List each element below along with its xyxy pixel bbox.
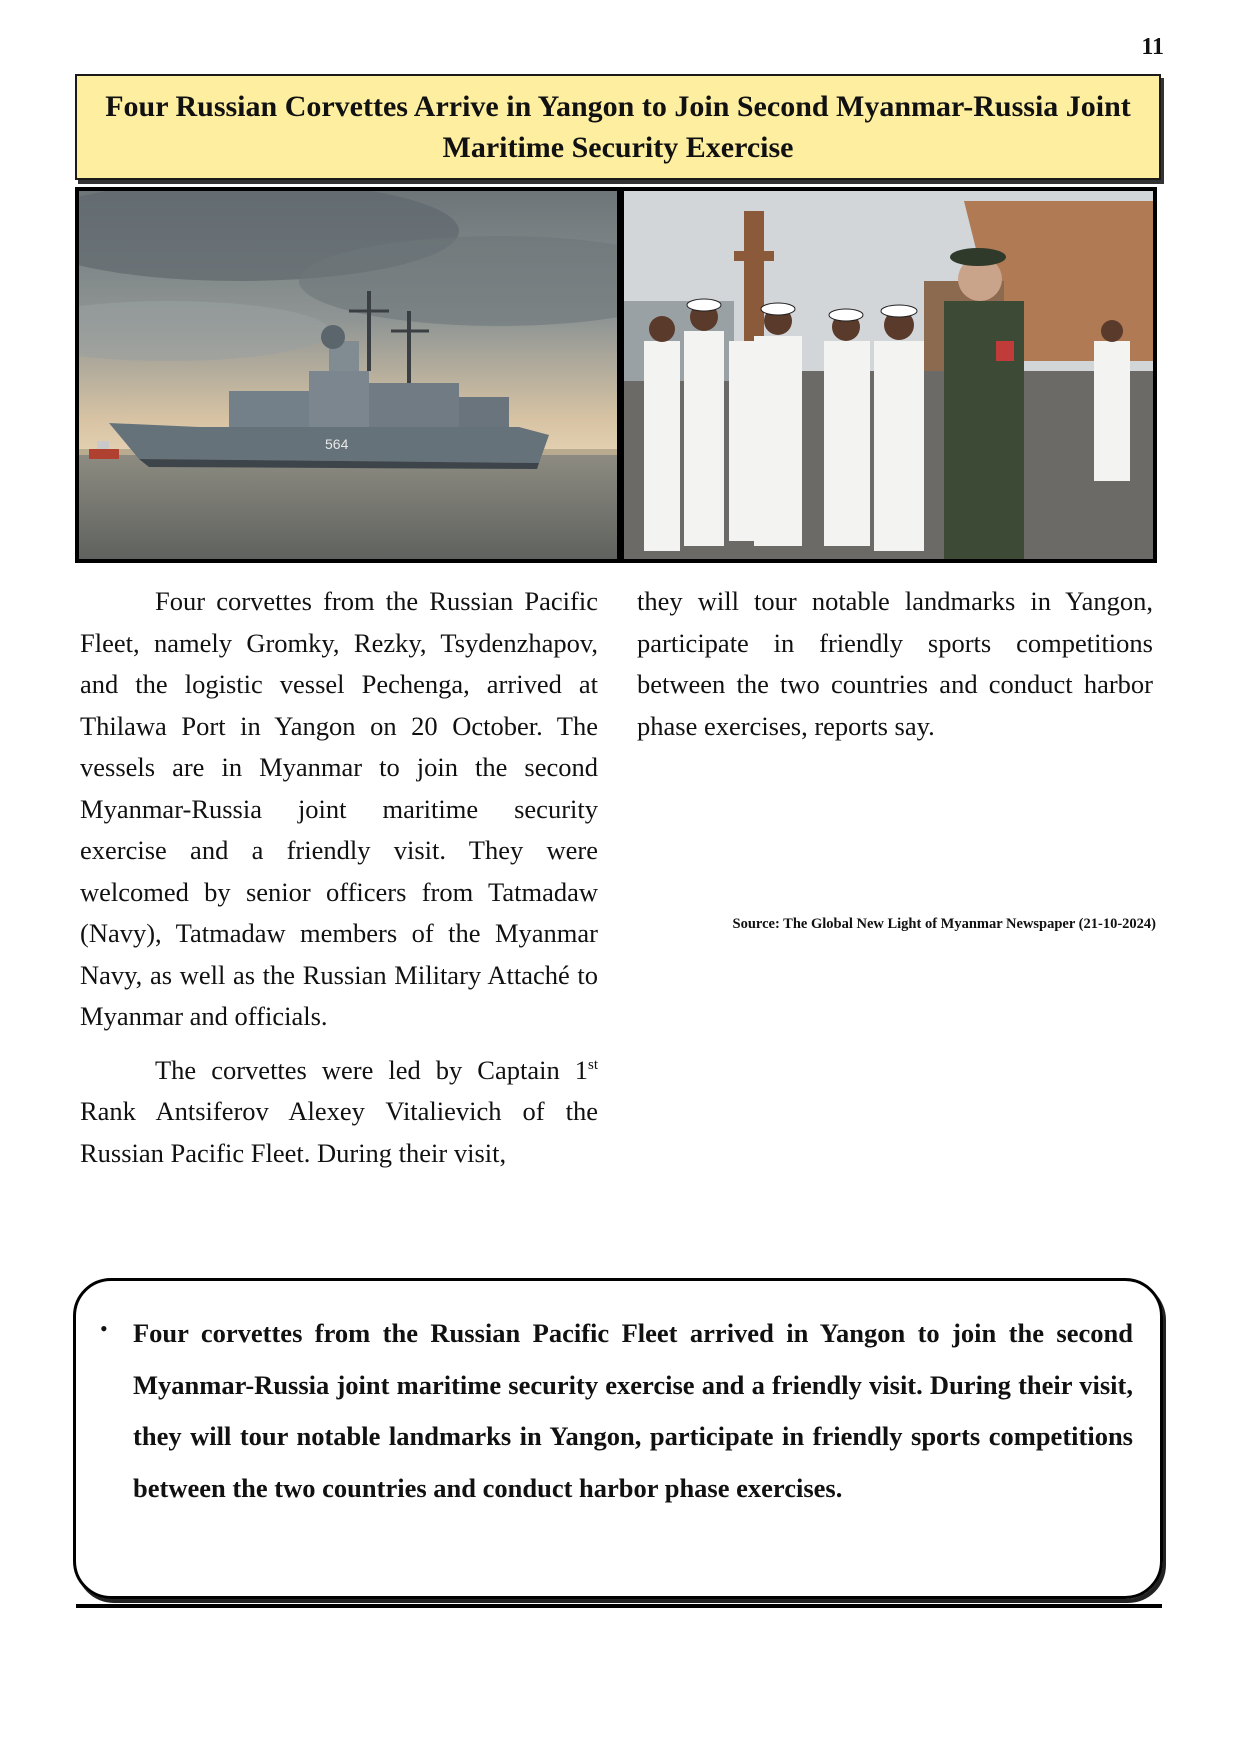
article-title: Four Russian Corvettes Arrive in Yangon to Join Second Myanmar-Russia Joint Maritime Security Exercise bbox=[105, 90, 1131, 164]
article-title-banner bbox=[75, 74, 1161, 180]
article-column-left bbox=[80, 581, 598, 1174]
article-paragraph-2 bbox=[80, 1050, 598, 1175]
hull-number: 564 bbox=[325, 436, 349, 452]
page-number: 11 bbox=[1141, 34, 1164, 60]
summary-box bbox=[73, 1278, 1163, 1599]
article-paragraph-1: Four corvettes from the Russian Pacific Fleet, namely Gromky, Rezky, Tsydenzhapov, and the logistic vessel Pechenga, arrived at Thilawa Port in Yangon on 20 October. The vessels are in Myanmar to join the second Myanmar-Russia joint maritime security exercise and a friendly visit. They were welcomed by senior officers from Tatmadaw (Navy), Tatmadaw members of the Myanmar Navy, as well as the Russian Military Attaché to Myanmar and officials. bbox=[80, 586, 598, 1031]
warship-photo bbox=[75, 187, 621, 563]
officers-handshake-photo-icon bbox=[624, 191, 1153, 559]
source-citation: Source: The Global New Light of Myanmar Newspaper (21-10-2024) bbox=[732, 916, 1156, 932]
ordinal-superscript: st bbox=[587, 1056, 598, 1073]
paragraph-2-start: The corvettes were led by Captain 1 bbox=[155, 1054, 588, 1085]
article-column-right bbox=[637, 581, 1153, 747]
bottom-divider bbox=[76, 1604, 1162, 1608]
warship-photo-icon bbox=[79, 191, 617, 559]
bullet-icon: • bbox=[100, 1316, 108, 1341]
paragraph-2-end: Rank Antsiferov Alexey Vitalievich of the Russian Pacific Fleet. During their visit, bbox=[80, 1096, 598, 1168]
officers-handshake-photo bbox=[620, 187, 1157, 563]
article-continuation: they will tour notable landmarks in Yangon, participate in friendly sports competitions between the two countries and conduct harbor phase exercises, reports say. bbox=[637, 586, 1153, 741]
summary-text: Four corvettes from the Russian Pacific Fleet arrived in Yangon to join the second Myanmar-Russia joint maritime security exercise and a friendly visit. During their visit, they will tour notable landmarks in Yangon, participate in friendly sports competitions between the two countries and conduct harbor phase exercises. bbox=[133, 1318, 1133, 1503]
